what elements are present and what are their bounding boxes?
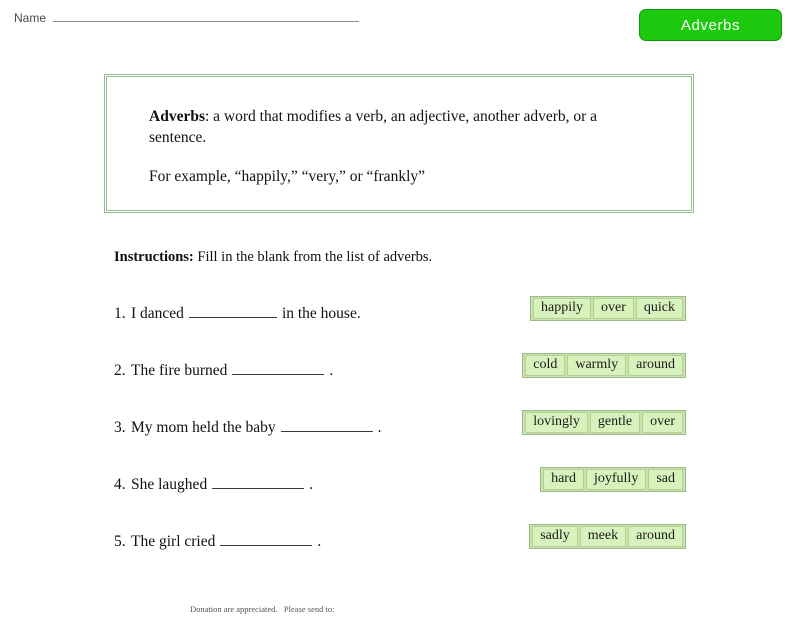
word-bank-option[interactable]: happily <box>533 298 591 319</box>
name-write-in-line[interactable] <box>53 11 359 22</box>
question-number: 2. <box>114 362 126 379</box>
footer-donation-note <box>190 578 334 627</box>
word-bank-option[interactable]: quick <box>636 298 683 319</box>
word-bank-option[interactable]: around <box>628 526 683 547</box>
word-bank <box>522 353 686 378</box>
definition-example: For example, “happily,” “very,” or “frankly” <box>149 167 426 185</box>
word-bank <box>540 467 686 492</box>
answer-blank[interactable] <box>189 304 277 318</box>
definition-text <box>149 107 649 149</box>
question-after-blank: . <box>377 419 382 436</box>
footer-line-1: Donation are appreciated. Please send to: <box>190 603 335 614</box>
word-bank-option[interactable]: gentle <box>590 412 640 433</box>
word-bank-option[interactable]: lovingly <box>525 412 588 433</box>
question-number: 1. <box>114 305 126 322</box>
word-bank-option[interactable]: warmly <box>567 355 626 376</box>
instructions-text: Fill in the blank from the list of adverbs. <box>193 249 433 265</box>
question-row <box>0 524 800 581</box>
question-row <box>0 410 800 467</box>
question-row <box>0 467 800 524</box>
definition-box <box>104 74 694 213</box>
question-after-blank: . <box>329 362 334 379</box>
question-text <box>114 475 313 494</box>
question-before-blank: My mom held the baby <box>131 419 276 436</box>
name-label: Name <box>14 11 47 25</box>
word-bank-option[interactable]: cold <box>525 355 565 376</box>
worksheet-title-badge <box>639 9 782 41</box>
question-after-blank: . <box>309 476 314 493</box>
question-number: 4. <box>114 476 126 493</box>
question-before-blank: I danced <box>131 305 184 322</box>
name-field-row <box>14 11 359 25</box>
word-bank <box>529 524 686 549</box>
question-after-blank: . <box>317 533 322 550</box>
word-bank-option[interactable]: meek <box>580 526 626 547</box>
answer-blank[interactable] <box>212 475 304 489</box>
word-bank-option[interactable]: over <box>593 298 634 319</box>
word-bank <box>522 410 686 435</box>
worksheet-title-text: Adverbs <box>680 16 741 34</box>
word-bank-option[interactable]: joyfully <box>586 469 646 490</box>
question-number: 5. <box>114 533 126 550</box>
question-text <box>114 361 333 380</box>
instructions-label: Instructions: <box>114 249 194 265</box>
question-after-blank: in the house. <box>281 305 361 322</box>
questions-area <box>0 296 800 581</box>
word-bank <box>530 296 686 321</box>
question-text <box>114 532 321 551</box>
question-before-blank: The fire burned <box>131 362 228 379</box>
word-bank-option[interactable]: sadly <box>532 526 578 547</box>
instructions-line <box>114 249 432 266</box>
word-bank-option[interactable]: around <box>628 355 683 376</box>
question-before-blank: She laughed <box>131 476 208 493</box>
definition-body: : a word that modifies a verb, an adjective, another adverb, or a sentence. <box>149 108 598 146</box>
word-bank-option[interactable]: hard <box>543 469 584 490</box>
definition-term: Adverbs <box>149 108 205 125</box>
answer-blank[interactable] <box>232 361 324 375</box>
word-bank-option[interactable]: sad <box>648 469 683 490</box>
word-bank-option[interactable]: over <box>642 412 683 433</box>
question-text <box>114 304 361 323</box>
question-row <box>0 296 800 353</box>
question-row <box>0 353 800 410</box>
question-before-blank: The girl cried <box>131 533 216 550</box>
answer-blank[interactable] <box>281 418 373 432</box>
answer-blank[interactable] <box>220 532 312 546</box>
question-number: 3. <box>114 419 126 436</box>
question-text <box>114 418 382 437</box>
